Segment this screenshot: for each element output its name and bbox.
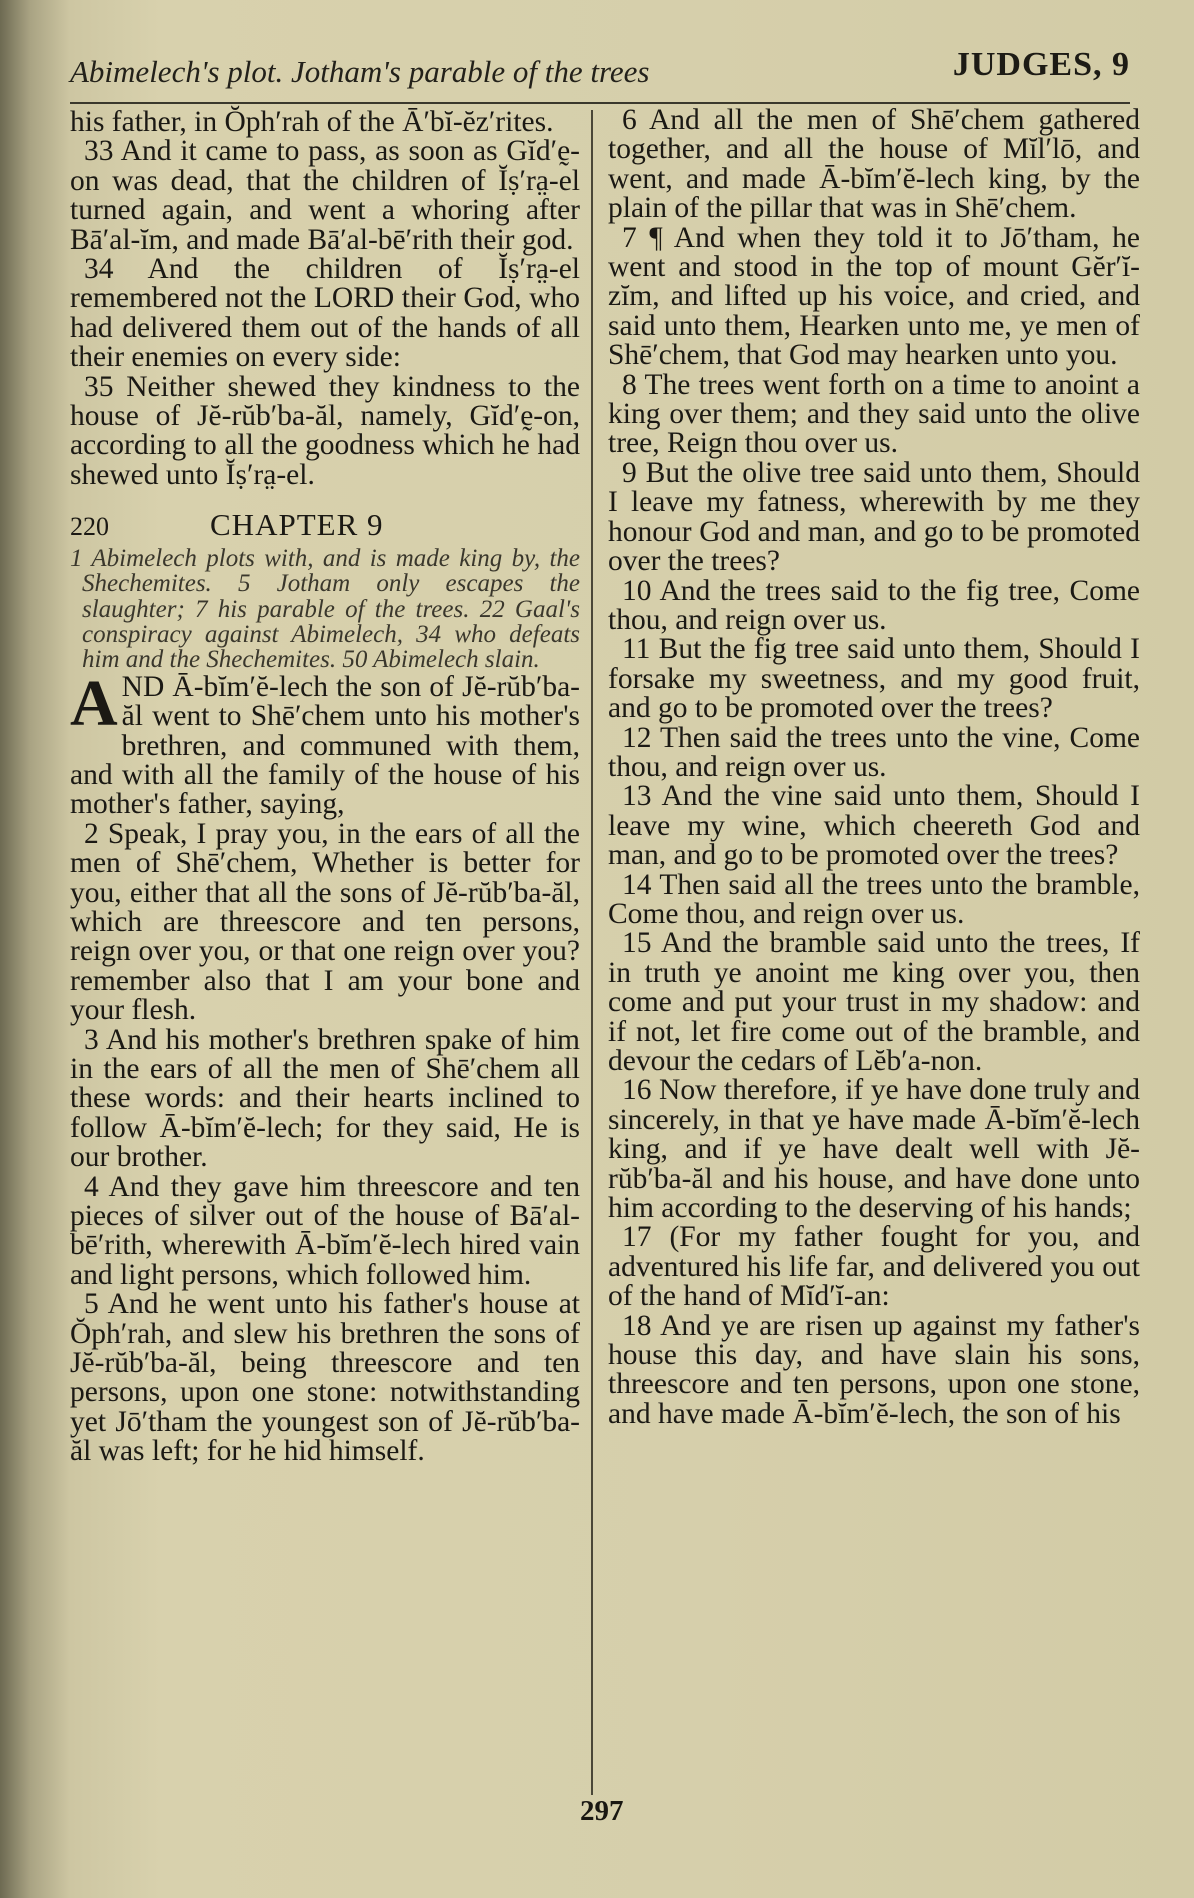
chapter-title: CHAPTER 9 (210, 507, 384, 543)
verse-33: 33 And it came to pass, as soon as Gĭd′ḛ-on was dead, that the children of Ĭṣ′ra̤-el turned again, and went a whoring after Bā′al-ĭm, and made Bā′al-bē′rith their god. (70, 135, 580, 256)
verse-16: 16 Now therefore, if ye have done truly and sincerely, in that ye have made Ā-bĭm′ĕ-lech king, and if ye have dealt well with Jĕ-rŭb′ba-ăl and his house, and have done unto him according to the deserving of his hands; (608, 1074, 1140, 1225)
verse-34: 34 And the children of Ĭṣ′ra̤-el remembered not the LORD their God, who had delivered them out of the hands of all their enemies on every side: (70, 253, 580, 374)
verse-1 (70, 666, 580, 821)
book-chapter-heading: JUDGES, 9 (952, 46, 1130, 83)
verse-14: 14 Then said all the trees unto the bramble, Come thou, and reign over us. (608, 868, 1140, 930)
right-column (608, 106, 1140, 1429)
chapter-summary: 1 Abimelech plots with, and is made king by, the Shechemites. 5 Jotham only escapes the slaughter; 7 his parable of the trees. 22 Gaal's conspiracy against Abimelech, 34 who defeats him and the Shechemites. 50 Abimelech slain. (70, 544, 580, 674)
column-divider (591, 110, 593, 1795)
verse-8: 8 The trees went forth on a time to anoint a king over them; and they said unto the olive tree, Reign thou over us. (608, 368, 1140, 460)
verse-17: 17 (For my father fought for you, and adventured his life far, and delivered you out of the hand of Mĭd′ĭ-an: (608, 1221, 1140, 1313)
verse-10: 10 And the trees said to the fig tree, Come thou, and reign over us. (608, 574, 1140, 636)
page-header (70, 40, 1130, 104)
verse-13: 13 And the vine said unto them, Should I leave my wine, which cheereth God and man, and go to be promoted over the trees? (608, 780, 1140, 872)
chapter-heading (70, 507, 580, 543)
verse-15: 15 And the bramble said unto the trees, If in truth ye anoint me king over you, then come and put your trust in my shadow: and if not, let fire come out of the bramble, and devour the cedars of Lĕb′a-non. (608, 927, 1140, 1077)
section-heading: Abimelech's plot. Jotham's parable of the trees (70, 54, 650, 89)
verse-6: 6 And all the men of Shē′chem gathered together, and all the house of Mĭl′lō, and went, and made Ā-bĭm′ĕ-lech king, by the plain of the pillar that was in Shē′chem. (608, 104, 1140, 225)
verse-12: 12 Then said the trees unto the vine, Come thou, and reign over us. (608, 721, 1140, 783)
verse-3: 3 And his mother's brethren spake of him in the ears of all the men of Shē′chem all these words: and their hearts inclined to follow Ā-bĭm′ĕ-lech; for they said, He is our brother. (70, 1023, 580, 1174)
verse-4: 4 And they gave him threescore and ten pieces of silver out of the house of Bā′al-bē′rith, wherewith Ā-bĭm′ĕ-lech hired vain and light persons, which followed him. (70, 1170, 580, 1291)
chapter-index-number: 220 (70, 512, 109, 542)
page-number: 297 (580, 1795, 624, 1827)
verse-35: 35 Neither shewed they kindness to the house of Jĕ-rŭb′ba-ăl, namely, Gĭd′ḛ-on, according to all the goodness which he had shewed unto Ĭṣ′ra̤-el. (70, 370, 580, 491)
verse-7: 7 ¶ And when they told it to Jō′tham, he went and stood in the top of mount Gĕr′ĭ-zĭm, and lifted up his voice, and cried, and said unto them, Hearken unto me, ye men of Shē′chem, that God may hearken unto you. (608, 221, 1140, 372)
verse-18: 18 And ye are risen up against my father's house this day, and have slain his sons, threescore and ten persons, upon one stone, and have made Ā-bĭm′ĕ-lech, the son of his (608, 1309, 1140, 1430)
verse-5: 5 And he went unto his father's house at Ŏph′rah, and slew his brethren the sons of Jĕ-rŭb′ba-ăl, being threescore and ten persons, upon one stone: notwithstanding yet Jō′tham the youngest son of Jĕ-rŭb′ba-ăl was left; for he hid himself. (70, 1288, 580, 1468)
verse-continuation: his father, in Ŏph′rah of the Ā′bĭ-ĕz′rites. (70, 106, 554, 138)
verse-2: 2 Speak, I pray you, in the ears of all the men of Shē′chem, Whether is better for you, either that all the sons of Jĕ-rŭb′ba-ăl, which are threescore and ten persons, reign over you, or that one reign over you? remember also that I am your bone and your flesh. (70, 817, 580, 1027)
left-column (70, 108, 580, 1467)
verse-9: 9 But the olive tree said unto them, Should I leave my fatness, wherewith by me they honour God and man, and go to be promoted over the trees? (608, 456, 1140, 578)
drop-cap: A (70, 666, 118, 740)
verse-1-text: ND Ā-bĭm′ĕ-lech the son of Jĕ-rŭb′ba-ăl went to Shē′chem unto his mother's brethren, and communed with them, and with all the family of the house of his mother's father, saying, (70, 670, 580, 821)
verse-11: 11 But the fig tree said unto them, Should I forsake my sweetness, and my good fruit, and go to be promoted over the trees? (608, 633, 1140, 725)
